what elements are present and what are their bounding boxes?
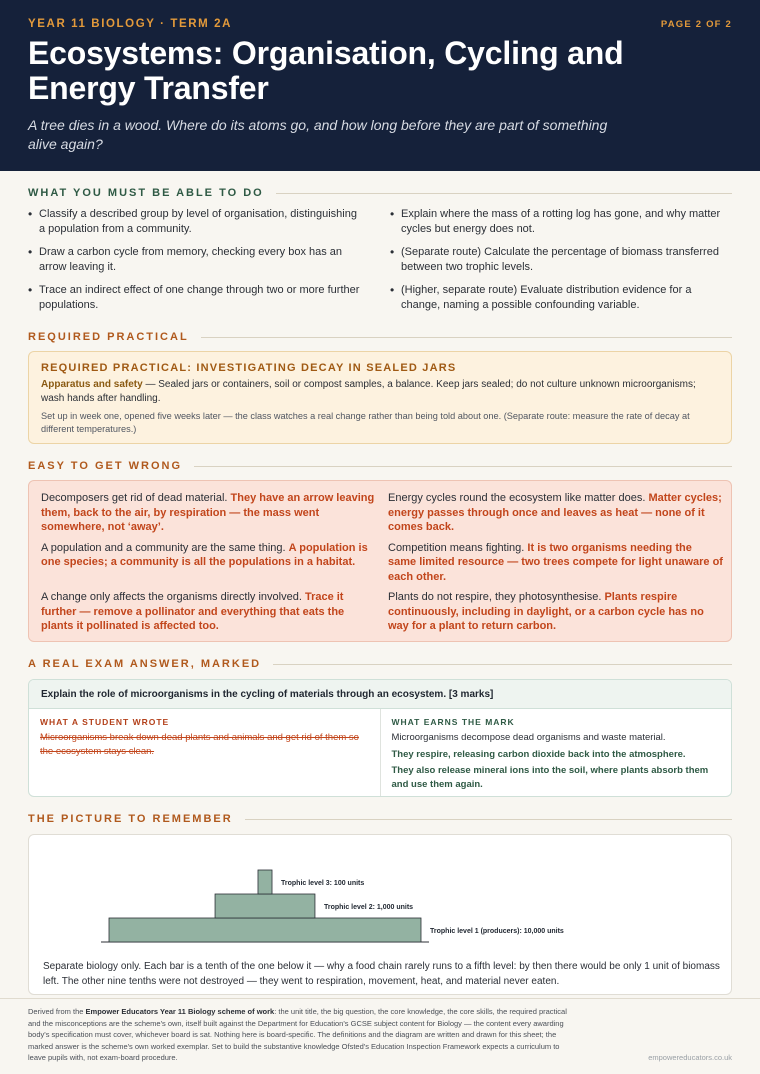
pyramid-bar-level-2 (215, 894, 315, 918)
bullet-icon: • (390, 283, 395, 297)
practical-title: REQUIRED PRACTICAL: INVESTIGATING DECAY IN SEALED JARS (41, 362, 457, 374)
misconceptions-box (28, 480, 732, 642)
exam-heading: A REAL EXAM ANSWER, MARKED (28, 657, 732, 671)
footer-divider (0, 998, 760, 999)
objectives-heading: WHAT YOU MUST BE ABLE TO DO (28, 186, 732, 200)
practical-box (28, 351, 732, 444)
misconception-item: Competition means fighting. It is two organisms needing the same limited resource — two trees compete for light unaware of each other. (388, 541, 723, 583)
bullet-icon: • (390, 207, 395, 221)
bullet-icon: • (28, 207, 33, 221)
objectives-list (28, 207, 732, 313)
course-eyebrow: YEAR 11 BIOLOGY · TERM 2A (28, 18, 233, 30)
objective-item: • (Separate route) Calculate the percentage of biomass transferred between two trophic levels. (390, 245, 719, 273)
mark-scheme-heading: WHAT EARNS THE MARK (391, 717, 515, 727)
bullet-icon: • (28, 283, 33, 297)
objective-item: • Classify a described group by level of organisation, distinguishing a population from a community. (28, 207, 357, 235)
big-question: A tree dies in a wood. Where do its atoms go, and how long before they are part of something alive again? (28, 117, 608, 152)
misconceptions-heading: EASY TO GET WRONG (28, 459, 732, 473)
bullet-icon: • (28, 245, 33, 259)
objective-item: • Draw a carbon cycle from memory, checking every box has an arrow leaving it. (28, 245, 343, 273)
footer-attribution: Derived from the Empower Educators Year 11 Biology scheme of work: the unit title, the big question, the core knowledge, the core skills, the required practical and the misconceptions are the scheme's own, itself built against the Department for Education's GCSE subject content for Biology — the content every awarding body's specification must cover, whichever board is sat. Nothing here is board-specific. The definitions and the diagram are written and drawn for this sheet; the marked answer is the scheme's own worked exemplar. Set to build the substantive knowledge Ofsted's Education Inspection Framework expects a curriculum to leave pupils with, not exam-board procedure. (28, 1007, 567, 1062)
mark-point: They respire, releasing carbon dioxide back into the atmosphere. (391, 748, 686, 760)
student-answer-column (29, 709, 380, 797)
exam-answer-box (28, 679, 732, 797)
picture-heading: THE PICTURE TO REMEMBER (28, 812, 732, 826)
practical-apparatus: Apparatus and safety — Sealed jars or containers, soil or compost samples, a balance. Keep jars sealed; do not culture unknown microorganisms; wash hands after handling. (41, 379, 696, 404)
divider (276, 193, 732, 194)
biomass-pyramid (29, 835, 731, 960)
pyramid-caption: Separate biology only. Each bar is a tenth of the one below it — why a food chain rarely runs to a fifth level: by then there would be only 1 unit of biomass left. The other nine tenths were not destroyed — they went to respiration, movement, heat, and material never eaten. (43, 961, 720, 987)
misconception-item: Decomposers get rid of dead material. They have an arrow leaving them, back to the air, by respiration — the mass went somewhere, not ‘away’. (41, 492, 375, 533)
divider (194, 466, 732, 467)
page-number: PAGE 2 OF 2 (660, 18, 732, 30)
pyramid-bar-level-3 (258, 870, 272, 894)
misconception-item: Energy cycles round the ecosystem like matter does. Matter cycles; energy passes through once and leaves as heat — none of it comes back. (388, 492, 722, 533)
misconception-item: A population and a community are the same thing. A population is one species; a community is all the populations in a habitat. (41, 541, 368, 568)
mark-point: They also release mineral ions into the soil, where plants absorb them and use them again. (391, 765, 709, 790)
objective-item: • (Higher, separate route) Evaluate distribution evidence for a change, naming a possible confounding variable. (390, 283, 692, 311)
misconception-item: Plants do not respire, they photosynthesise. Plants respire continuously, including in daylight, or a carbon cycle has no way for a plant to return carbon. (388, 591, 704, 632)
pyramid-label-level-3: Trophic level 3: 100 units (281, 880, 365, 887)
divider (201, 337, 732, 338)
misconception-item: A change only affects the organisms directly involved. Trace it further — remove a pollinator and everything that eats the plants it pollinated is affected too. (41, 591, 345, 632)
pyramid-label-level-1: Trophic level 1 (producers): 10,000 units (430, 928, 564, 935)
objective-item: • Explain where the mass of a rotting log has gone, and why matter cycles but energy does not. (390, 207, 721, 235)
bullet-icon: • (390, 245, 395, 259)
practical-heading: REQUIRED PRACTICAL (28, 330, 732, 344)
footer-url: empowereducators.co.uk (648, 1053, 732, 1062)
practical-note: Set up in week one, opened five weeks later — the class watches a real change rather than being told about one. (Separate route: measure the rate of decay at different temperatures.) (41, 411, 690, 434)
objective-item: • Trace an indirect effect of one change through two or more further populations. (28, 283, 360, 311)
pyramid-bar-level-1 (109, 918, 421, 942)
divider (273, 664, 732, 665)
mark-scheme-column (380, 709, 732, 797)
mark-point: Microorganisms decompose dead organisms and waste material. (391, 732, 666, 743)
pyramid-label-level-2: Trophic level 2: 1,000 units (323, 904, 414, 911)
student-answer-heading: WHAT A STUDENT WROTE (40, 717, 170, 727)
divider (245, 819, 732, 820)
page-header (0, 0, 760, 171)
page-title: Ecosystems: Organisation, Cycling and Energy Transfer (28, 35, 624, 106)
picture-box (28, 834, 732, 995)
student-answer: Microorganisms break down dead plants and animals and get rid of them so the ecosystem stays clean. (40, 732, 359, 757)
exam-question: Explain the role of microorganisms in the cycling of materials through an ecosystem. [3 marks] (29, 680, 731, 709)
